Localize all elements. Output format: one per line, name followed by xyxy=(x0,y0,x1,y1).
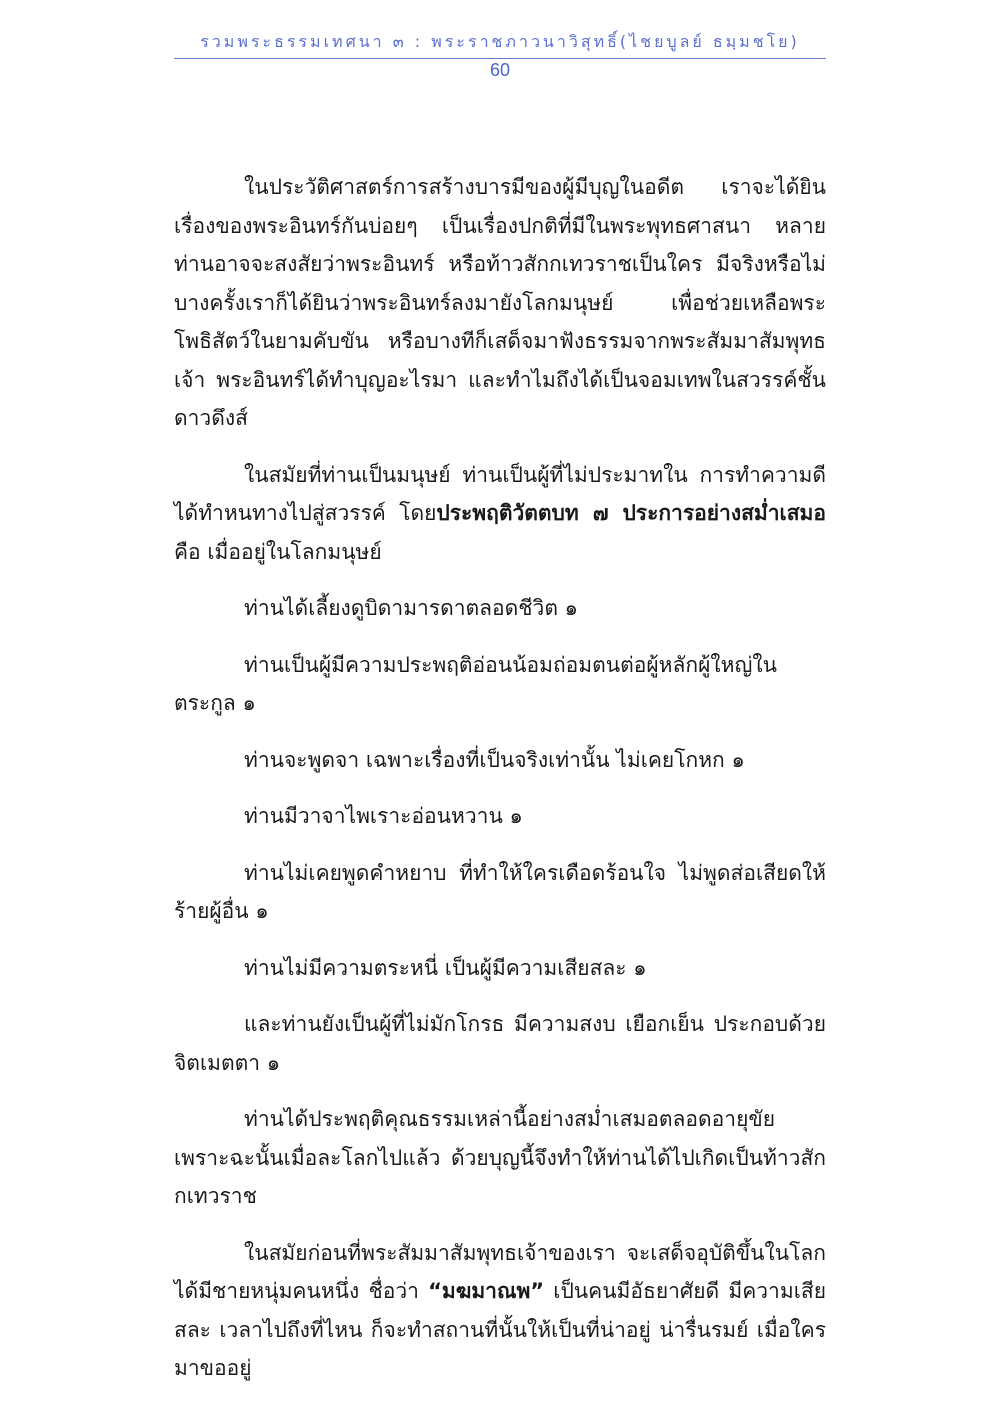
emphasis-text: “มฆมาณพ” xyxy=(428,1279,545,1303)
paragraph-text: เป็นคนมีอัธยาศัยดี มีความเสียสละ เวลาไปถึงที่ไหน ก็จะทำสถานที่นั้นให้เป็นที่น่าอยู่ น่ารื่นรมย์ เมื่อใครมาขออยู่ xyxy=(174,1279,826,1380)
paragraph-text: ในสมัยที่ท่านเป็นมนุษย์ ท่านเป็นผู้ที่ไม่ประมาทใน การทำความดี ได้ทำหนทางไปสู่สวรรค์ โดย xyxy=(174,462,826,525)
paragraph-conclusion: ท่านได้ประพฤติคุณธรรมเหล่านี้อย่างสม่ำเสมอตลอดอายุขัย เพราะฉะนั้นเมื่อละโลกไปแล้ว ด้วยบุญนี้จึงทำให้ท่านได้ไปเกิดเป็นท้าวสักกเทวราช xyxy=(174,1107,826,1208)
paragraph-seven-virtues xyxy=(174,456,826,572)
virtue-item: ท่านไม่มีความตระหนี่ เป็นผู้มีความเสียสละ ๑ xyxy=(244,955,647,980)
paragraph-text: ในสมัยก่อนที่พระสัมมาสัมพุทธเจ้าของเรา จะเสด็จอุบัติขึ้นในโลก ได้มีชายหนุ่มคนหนึ่ง ชื่อว่า xyxy=(174,1240,826,1303)
paragraph-text: คือ เมื่ออยู่ในโลกมนุษย์ xyxy=(174,539,382,564)
virtue-item: ท่านจะพูดจา เฉพาะเรื่องที่เป็นจริงเท่านั้น ไม่เคยโกหก ๑ xyxy=(244,747,745,772)
virtue-item: ท่านมีวาจาไพเราะอ่อนหวาน ๑ xyxy=(244,804,523,828)
paragraph-maghamanop xyxy=(174,1234,826,1388)
virtue-item: ท่านไม่เคยพูดคำหยาบ ที่ทำให้ใครเดือดร้อนใจ ไม่พูดส่อเสียดให้ร้ายผู้อื่น ๑ xyxy=(174,860,826,923)
virtue-item: ท่านได้เลี้ยงดูบิดามารดาตลอดชีวิต ๑ xyxy=(244,596,578,620)
emphasis-text: ประพฤติวัตตบท ๗ ประการอย่างสม่ำเสมอ xyxy=(436,501,826,525)
page-number: 60 xyxy=(489,60,511,80)
paragraph-intro: ในประวัติศาสตร์การสร้างบารมีของผู้มีบุญในอดีต เราจะได้ยินเรื่องของพระอินทร์กันบ่อยๆ เป็นเรื่องปกติที่มีในพระพุทธศาสนา หลายท่านอาจจะสงสัยว่าพระอินทร์ หรือท้าวสักกเทวราชเป็นใคร มีจริงหรือไม่ บางครั้งเราก็ได้ยินว่าพระอินทร์ลงมายังโลกมนุษย์ เพื่อช่วยเหลือพระโพธิสัตว์ในยามคับขัน หรือบางทีก็เสด็จมาฟังธรรมจากพระสัมมาสัมพุทธเจ้า พระอินทร์ได้ทำบุญอะไรมา และทำไมถึงได้เป็นจอมเทพในสวรรค์ชั้นดาวดึงส์ xyxy=(174,175,826,430)
virtue-item: ท่านเป็นผู้มีความประพฤติอ่อนน้อมถ่อมตนต่อผู้หลักผู้ใหญ่ในตระกูล ๑ xyxy=(174,652,777,715)
body-text xyxy=(174,168,826,1406)
virtue-item: และท่านยังเป็นผู้ที่ไม่มักโกรธ มีความสงบ เยือกเย็น ประกอบด้วยจิตเมตตา ๑ xyxy=(174,1012,826,1075)
running-header: รวมพระธรรมเทศนา ๓ : พระราชภาวนาวิสุทธิ์(ไชยบูลย์ ธมฺมชโย) xyxy=(174,30,826,59)
